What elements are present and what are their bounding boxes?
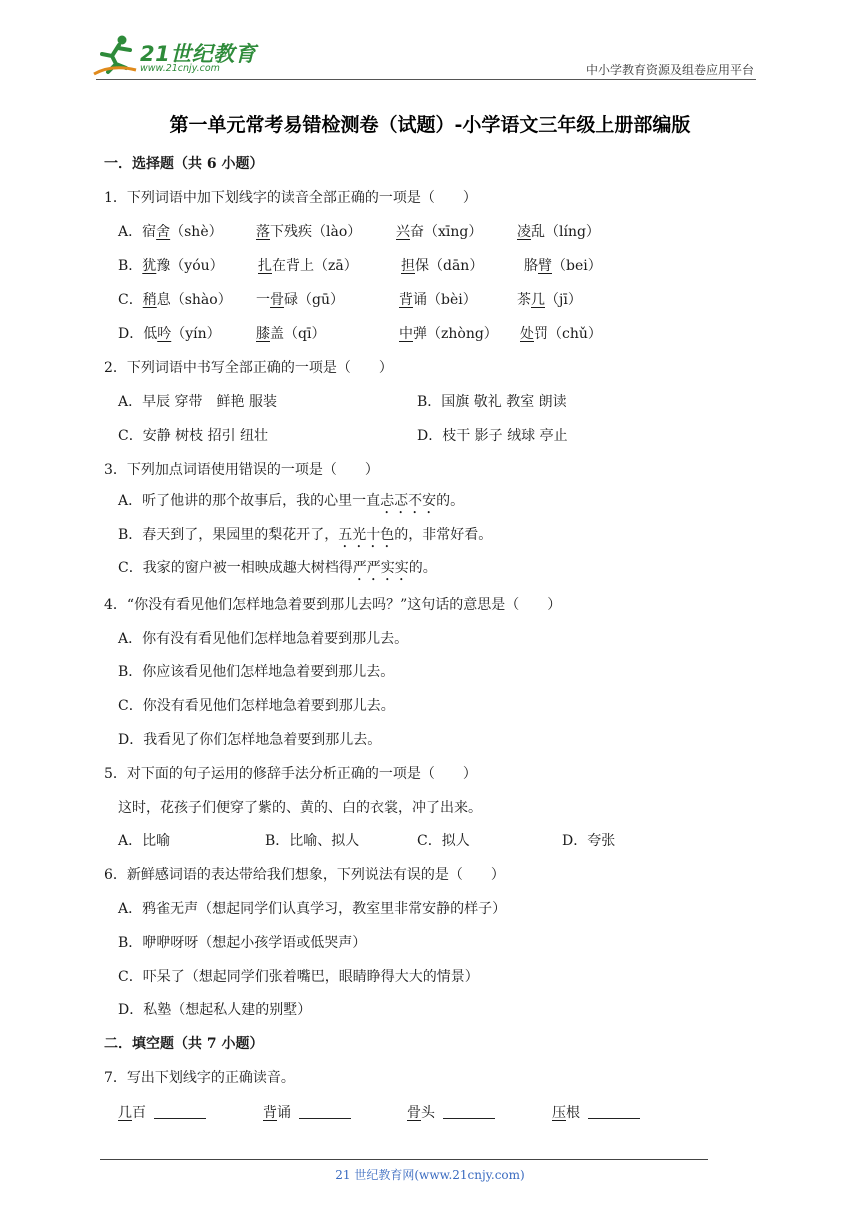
q1-c-word-2: 一骨碌（gū） (256, 292, 344, 308)
q1-option-a: A．宿舍（shè） (118, 224, 223, 240)
footer-divider (100, 1159, 708, 1160)
question-6-stem: 6．新鲜感词语的表达带给我们想象，下列说法有误的是（ ） (104, 867, 505, 883)
q5-option-a: A．比喻 (118, 833, 171, 849)
question-3-stem: 3．下列加点词语使用错误的一项是（ ） (104, 462, 379, 478)
q1-d-word-4: 处罚（chǔ） (520, 326, 602, 342)
footer-link[interactable]: 21 世纪教育网(www.21cnjy.com) (335, 1168, 525, 1182)
q2-option-b: B．国旗 敬礼 教室 朗读 (417, 394, 567, 410)
q5-sentence: 这时，花孩子们便穿了紫的、黄的、白的衣裳，冲了出来。 (118, 800, 482, 816)
q4-option-b: B．你应该看见他们怎样地急着要到那儿去。 (118, 664, 395, 680)
platform-name: 中小学教育资源及组卷应用平台 (585, 63, 754, 77)
answer-blank[interactable] (443, 1104, 495, 1119)
section-heading-fill: 二．填空题（共 7 小题） (104, 1036, 264, 1052)
q5-option-d: D．夸张 (562, 833, 616, 849)
q6-option-c: C．吓呆了（想起同学们张着嘴巴，眼睛睁得大大的情景） (118, 969, 479, 985)
q2-option-d: D．枝干 影子 绒球 亭止 (417, 428, 568, 444)
q3-option-c: C．我家的窗户被一相映成趣大树档得严严实实的。 (118, 560, 437, 576)
answer-blank[interactable] (588, 1104, 640, 1119)
question-2-stem: 2．下列词语中书写全部正确的一项是（ ） (104, 360, 393, 376)
q5-option-b: B．比喻、拟人 (265, 833, 360, 849)
section-heading-choice: 一．选择题（共 6 小题） (104, 156, 264, 172)
answer-blank[interactable] (154, 1104, 206, 1119)
q4-option-c: C．你没有看见他们怎样地急着要到那儿去。 (118, 698, 395, 714)
q1-c-word-3: 背诵（bèi） (399, 292, 477, 308)
q6-option-a: A．鸦雀无声（想起同学们认真学习，教室里非常安静的样子） (118, 901, 507, 917)
question-4-stem: 4．“你没有看见他们怎样地急着要到那儿去吗？”这句话的意思是（ ） (104, 597, 562, 613)
q1-option-b: B．犹豫（yóu） (118, 258, 224, 274)
question-7-stem: 7．写出下划线字的正确读音。 (104, 1070, 295, 1086)
q1-b-word-4: 胳臂（bei） (524, 258, 602, 274)
q1-a-word-2: 落下残疾（lào） (256, 224, 362, 240)
q1-d-word-3: 中弹（zhòng） (399, 326, 498, 342)
question-1-stem: 1．下列词语中加下划线字的读音全部正确的一项是（ ） (104, 190, 477, 206)
logo-text: 21世纪教育 (140, 42, 257, 66)
answer-blank[interactable] (299, 1104, 351, 1119)
q1-c-word-4: 茶几（jī） (517, 292, 582, 308)
question-5-stem: 5．对下面的句子运用的修辞手法分析正确的一项是（ ） (104, 766, 477, 782)
q2-option-c: C．安静 树枝 招引 纽壮 (118, 428, 269, 444)
q7-item-3: 骨头 (407, 1102, 495, 1122)
q3-option-a: A．听了他讲的那个故事后，我的心里一直忐忑不安的。 (118, 493, 465, 509)
q6-option-d: D．私塾（想起私人建的别墅） (118, 1002, 312, 1018)
q7-item-4: 压根 (552, 1102, 640, 1122)
q7-item-2: 背诵 (263, 1102, 351, 1122)
q1-b-word-3: 担保（dān） (401, 258, 484, 274)
q3-option-b: B．春天到了，果园里的梨花开了，五光十色的，非常好看。 (118, 527, 493, 543)
logo-url: www.21cnjy.com (140, 63, 220, 74)
q2-option-a: A．早辰 穿带 鲜艳 服装 (118, 394, 278, 410)
q1-d-word-2: 膝盖（qī） (256, 326, 326, 342)
header-divider (96, 79, 756, 80)
q4-option-d: D．我看见了你们怎样地急着要到那儿去。 (118, 732, 382, 748)
q5-option-c: C．拟人 (417, 833, 470, 849)
q6-option-b: B．咿咿呀呀（想起小孩学语或低哭声） (118, 935, 367, 951)
q1-b-word-2: 扎在背上（zā） (258, 258, 358, 274)
q7-item-1: 几百 (118, 1102, 206, 1122)
page-title: 第一单元常考易错检测卷（试题）-小学语文三年级上册部编版 (169, 114, 691, 136)
q1-option-d: D．低吟（yín） (118, 326, 221, 342)
q1-option-c: C．稍息（shào） (118, 292, 232, 308)
q1-a-word-4: 凌乱（líng） (517, 224, 600, 240)
q1-a-word-3: 兴奋（xīng） (396, 224, 483, 240)
q4-option-a: A．你有没有看见他们怎样地急着要到那儿去。 (118, 631, 409, 647)
